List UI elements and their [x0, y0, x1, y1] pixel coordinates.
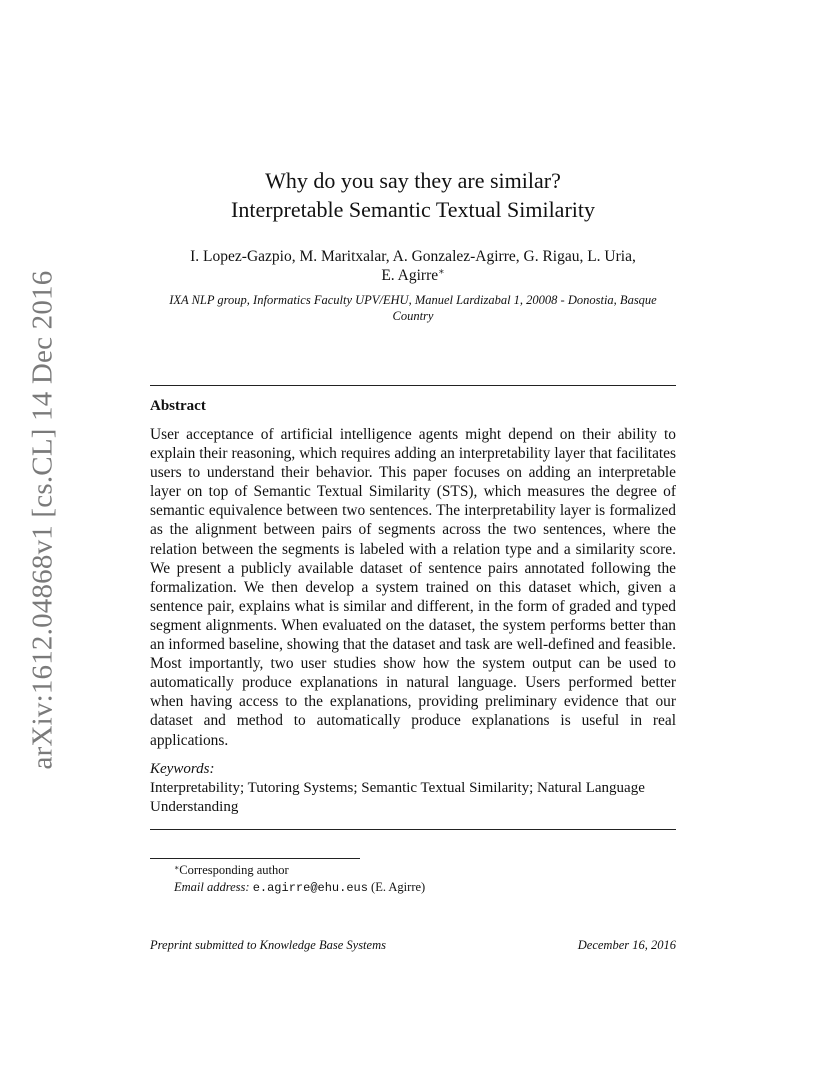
footnote-divider [150, 858, 360, 859]
top-divider [150, 385, 676, 386]
title-line-1: Why do you say they are similar? [265, 168, 561, 193]
paper-title [150, 166, 676, 224]
footnote-line-1 [174, 862, 425, 879]
arxiv-identifier-stamp: arXiv:1612.04868v1 [cs.CL] 14 Dec 2016 [26, 270, 59, 770]
title-line-2: Interpretable Semantic Textual Similarity [231, 197, 595, 222]
email-label: Email address: [174, 880, 250, 894]
footer-date: December 16, 2016 [577, 938, 676, 952]
footnote-text: Corresponding author [179, 863, 289, 877]
keywords-body: Interpretability; Tutoring Systems; Semantic Textual Similarity; Natural Language Understanding [150, 780, 645, 815]
bottom-divider [150, 829, 676, 830]
footnote-mark: ∗ [174, 862, 180, 872]
corresponding-author-mark: ∗ [438, 266, 445, 278]
email-link[interactable]: e.agirre@ehu.eus [252, 881, 368, 895]
authors-line-1: I. Lopez-Gazpio, M. Maritxalar, A. Gonzalez-Agirre, G. Rigau, L. Uria, [190, 248, 636, 265]
affiliation: IXA NLP group, Informatics Faculty UPV/EHU, Manuel Lardizabal 1, 20008 - Donostia, Basque Country [169, 293, 657, 323]
authors-line-2: E. Agirre [381, 267, 439, 284]
footer-preprint-note: Preprint submitted to Knowledge Base Systems [150, 938, 386, 952]
abstract-heading: Abstract [150, 398, 206, 414]
abstract-body: User acceptance of artificial intelligence agents might depend on their ability to explain their reasoning, which requires adding an interpretability layer that facilitates users to understand their behavior. This paper focuses on adding an interpretable layer on top of Semantic Textual Similarity (STS), which measures the degree of semantic equivalence between two sentences. The interpretability layer is formalized as the alignment between pairs of segments across the two sentences, where the relation between the segments is labeled with a relation type and a similarity score. We present a publicly available dataset of sentence pairs annotated following the formalization. We then develop a system trained on this dataset which, given a sentence pair, explains what is similar and different, in the form of graded and typed segment alignments. When evaluated on the dataset, the system performs better than an informed baseline, showing that the dataset and task are well-defined and feasible. Most importantly, two user studies show how the system output can be used to automatically produce explanations in natural language. Users performed better when having access to the explanations, providing preliminary evidence that our dataset and method to automatically produce explanations is useful in real applications. [150, 426, 676, 749]
keywords-label: Keywords: [150, 761, 215, 777]
footnote-line-2 [174, 879, 425, 897]
email-owner: (E. Agirre) [371, 880, 426, 894]
footnote [174, 862, 425, 897]
author-list [150, 247, 676, 285]
authors-line-2-wrap [150, 266, 676, 285]
